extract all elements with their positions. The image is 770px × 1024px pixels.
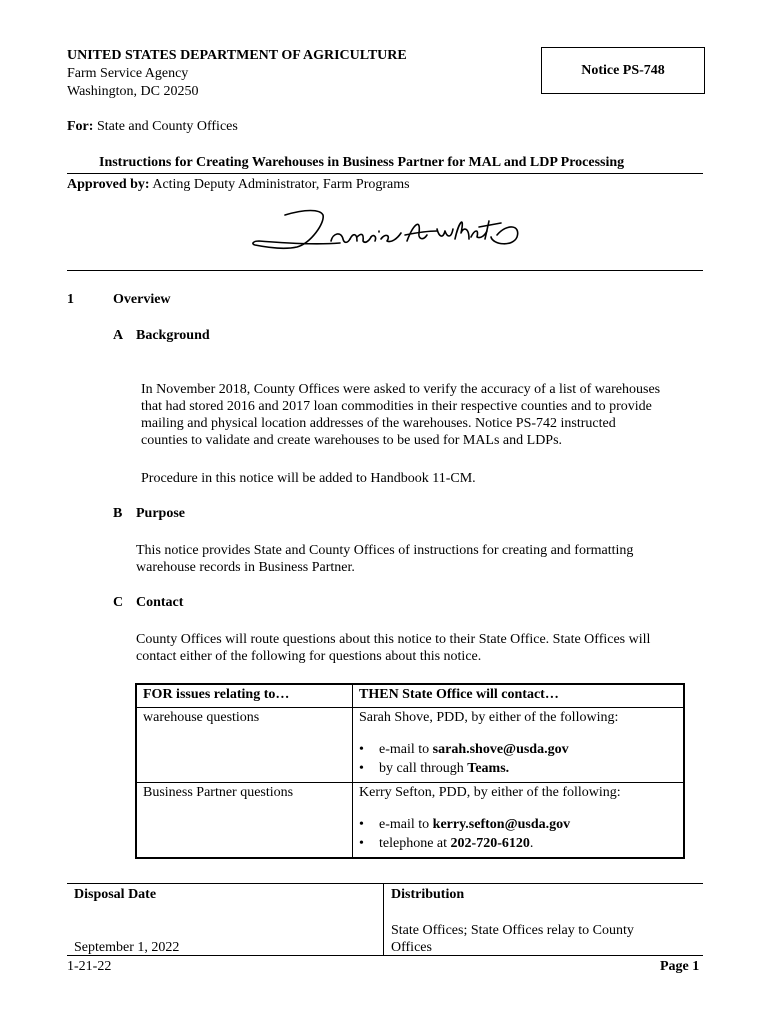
background-line: counties to validate and create warehouses to be used for MALs and LDPs. [141, 433, 563, 448]
phone-number: 202-720-6120 [450, 836, 530, 851]
approved-value: Acting Deputy Administrator, Farm Programs [152, 177, 410, 192]
contact-methods-list [359, 815, 677, 853]
contact-method-email [379, 815, 677, 834]
purpose-paragraph [136, 542, 633, 576]
signature [245, 203, 530, 263]
method-suffix: . [529, 836, 534, 851]
table-row [136, 783, 684, 859]
section-number: 1 [67, 292, 74, 307]
contact-method-email [379, 740, 677, 759]
table-row [136, 708, 684, 783]
contact-person: Kerry Sefton, PDD, by either of the following: [359, 785, 621, 800]
method-text: e-mail to [379, 742, 433, 757]
subsection-c-letter: C [113, 595, 124, 610]
section-title: Overview [113, 292, 171, 307]
distribution-line: Offices [391, 940, 432, 955]
title-rule [67, 173, 703, 174]
procedure-note: Procedure in this notice will be added to Handbook 11-CM. [141, 471, 476, 486]
for-label: For: [67, 119, 94, 134]
notice-number: Notice PS-748 [581, 62, 665, 78]
issue-cell: warehouse questions [136, 708, 353, 783]
agency-name: Farm Service Agency [67, 66, 189, 81]
background-line: that had stored 2016 and 2017 loan commodities in their respective counties and to provide [141, 399, 652, 414]
distribution-label: Distribution [391, 887, 465, 902]
background-line: mailing and physical location addresses of the warehouses. Notice PS-742 instructed [141, 416, 616, 431]
method-text: e-mail to [379, 817, 433, 832]
subsection-b-letter: B [113, 506, 123, 521]
for-value: State and County Offices [96, 119, 238, 134]
subsection-c-title: Contact [136, 595, 184, 610]
contact-line: County Offices will route questions about this notice to their State Office. State Offices will [136, 632, 651, 647]
table-header-contact: THEN State Office will contact… [353, 684, 685, 708]
contact-line: contact either of the following for questions about this notice. [136, 649, 482, 664]
subsection-b-title: Purpose [136, 506, 185, 521]
contact-cell [353, 708, 685, 783]
table-header-issue: FOR issues relating to… [136, 684, 353, 708]
subsection-a-letter: A [113, 328, 124, 343]
purpose-line: This notice provides State and County Offices of instructions for creating and formatting [136, 543, 634, 558]
email-link[interactable]: sarah.shove@usda.gov [432, 742, 569, 757]
contact-person: Sarah Shove, PDD, by either of the following: [359, 710, 619, 725]
contact-method-teams [379, 759, 677, 778]
agency-address: Washington, DC 20250 [67, 84, 199, 99]
contact-method-phone [379, 834, 677, 853]
disposal-date-label: Disposal Date [74, 887, 157, 902]
footer-top-rule [67, 883, 703, 884]
issue-date: 1-21-22 [67, 959, 112, 974]
contact-paragraph [136, 631, 650, 665]
for-line [67, 119, 238, 135]
disposal-date-value: September 1, 2022 [74, 940, 180, 955]
issue-cell: Business Partner questions [136, 783, 353, 859]
approved-label: Approved by: [67, 177, 150, 192]
subsection-a-title: Background [136, 328, 210, 343]
contact-cell [353, 783, 685, 859]
department-name: UNITED STATES DEPARTMENT OF AGRICULTURE [67, 48, 407, 63]
contact-table [135, 683, 685, 859]
notice-title: Instructions for Creating Warehouses in Business Partner for MAL and LDP Processing [99, 155, 625, 170]
footer-divider [383, 883, 384, 955]
contact-methods-list [359, 740, 677, 778]
distribution-line: State Offices; State Offices relay to County [391, 923, 634, 938]
notice-number-box [541, 47, 705, 94]
approved-line [67, 177, 410, 193]
background-line: In November 2018, County Offices were asked to verify the accuracy of a list of warehouses [141, 382, 661, 397]
footer-bottom-rule [67, 955, 703, 956]
method-text: by call through [379, 761, 468, 776]
purpose-line: warehouse records in Business Partner. [136, 560, 355, 575]
email-link[interactable]: kerry.sefton@usda.gov [432, 817, 571, 832]
table-header-row [136, 684, 684, 708]
page-number: Page 1 [660, 959, 700, 974]
method-text: telephone at [379, 836, 451, 851]
background-paragraph [141, 381, 660, 449]
signature-rule [67, 270, 703, 271]
distribution-value [391, 922, 634, 956]
teams-text: Teams. [467, 761, 510, 776]
